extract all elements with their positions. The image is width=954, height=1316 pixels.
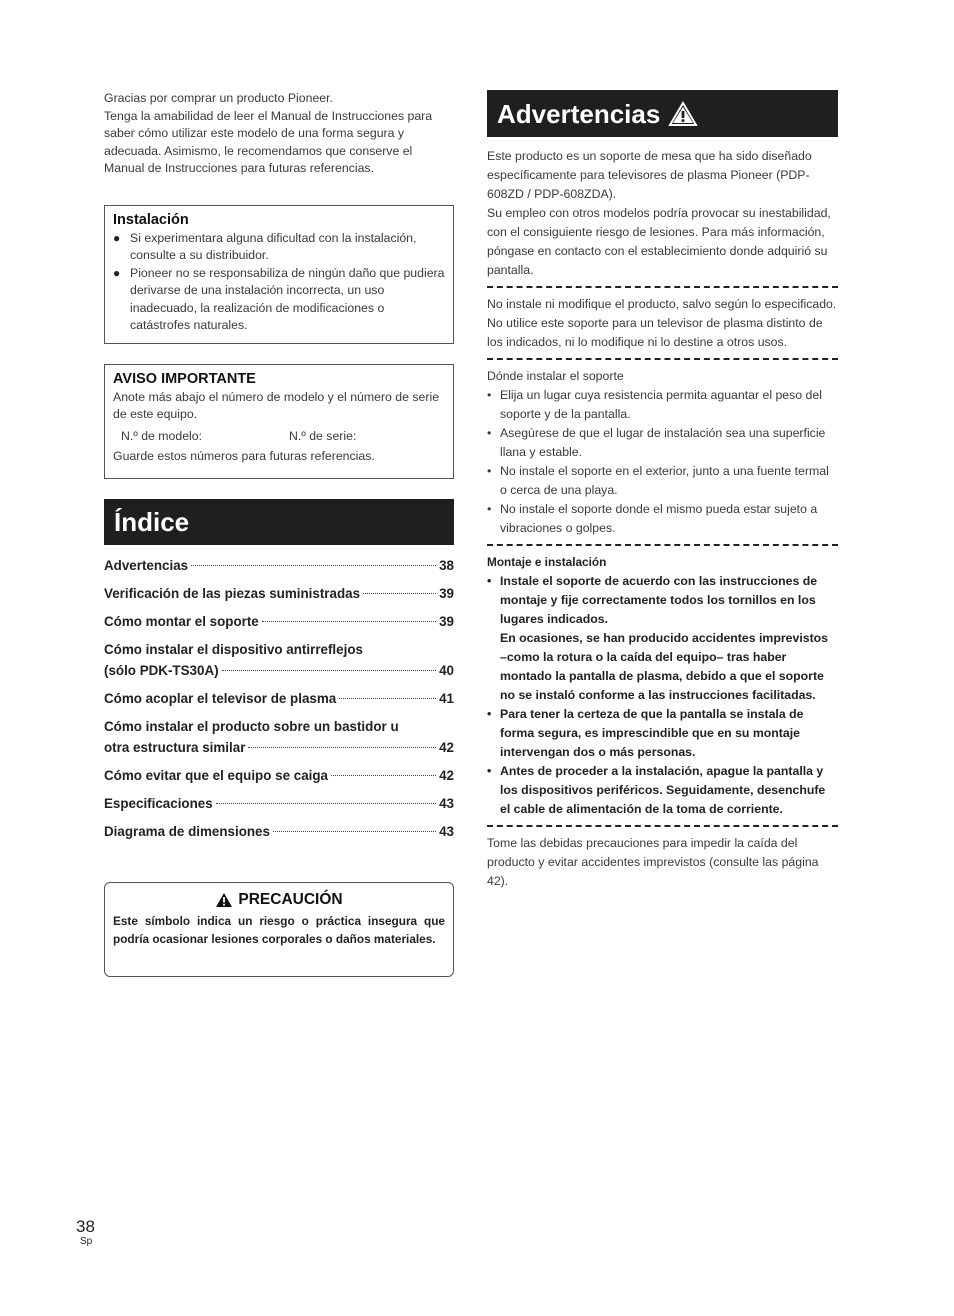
dashed-divider bbox=[487, 825, 838, 827]
toc-item[interactable] bbox=[104, 639, 454, 681]
instalacion-item: ● Si experimentara alguna dificultad con la instalación, consulte a su distribuidor. bbox=[113, 230, 417, 262]
toc-leader-dots bbox=[363, 593, 436, 594]
donde-item bbox=[487, 386, 838, 424]
precaucion-text: Este símbolo indica un riesgo o práctica insegura que podría ocasionar lesiones corporales o daños materiales. bbox=[113, 913, 445, 946]
donde-item bbox=[487, 462, 838, 500]
toc-item-title-line: Cómo instalar el dispositivo antirreflejos bbox=[104, 641, 363, 657]
montaje-item bbox=[487, 762, 838, 819]
toc-item[interactable] bbox=[104, 583, 454, 604]
toc-item-line bbox=[104, 688, 454, 709]
donde-item-text: Elija un lugar cuya resistencia permita aguantar el peso del soporte y de la pantalla. bbox=[500, 388, 822, 421]
montaje-item-body bbox=[500, 762, 838, 819]
instalacion-box bbox=[104, 205, 454, 344]
toc-item-line bbox=[104, 737, 454, 758]
donde-item bbox=[487, 424, 838, 462]
toc-item[interactable] bbox=[104, 688, 454, 709]
page-language: Sp bbox=[80, 1236, 93, 1247]
advertencias-heading: Advertencias bbox=[487, 90, 838, 137]
advertencias-final-paragraph: Tome las debidas precauciones para impedir la caída del producto y evitar accidentes imprevistos (consulte las página 42). bbox=[487, 836, 819, 888]
right-column bbox=[487, 90, 838, 891]
toc-page-number: 43 bbox=[439, 795, 454, 811]
toc-item-line bbox=[104, 821, 454, 842]
toc-item-line bbox=[104, 660, 454, 681]
precaucion-box bbox=[104, 882, 454, 977]
model-number-label: N.º de modelo: bbox=[121, 428, 203, 443]
toc-leader-dots bbox=[273, 831, 436, 832]
toc-page-number: 40 bbox=[439, 662, 454, 678]
toc-leader-dots bbox=[222, 670, 437, 671]
bullet-icon: ● bbox=[113, 265, 121, 280]
montaje-item-text: Antes de proceder a la instalación, apague la pantalla y los dispositivos periféricos. Seguidamente, desenchufe el cable de alimentación de la toma de corriente. bbox=[500, 764, 826, 816]
toc-item-title-line: Cómo instalar el producto sobre un bastidor u bbox=[104, 718, 399, 734]
warning-icon bbox=[215, 892, 233, 908]
toc-item[interactable] bbox=[104, 821, 454, 842]
dashed-divider bbox=[487, 286, 838, 288]
toc-item-title: Advertencias bbox=[104, 557, 189, 573]
donde-item bbox=[487, 500, 838, 538]
montaje-item-body bbox=[500, 705, 838, 762]
intro-text bbox=[104, 90, 454, 178]
bullet-icon: • bbox=[487, 464, 492, 478]
toc-item-line bbox=[104, 555, 454, 576]
table-of-contents bbox=[104, 555, 454, 842]
montaje-list bbox=[487, 572, 838, 819]
toc-item[interactable] bbox=[104, 765, 454, 786]
precaucion-title: PRECAUCIÓN bbox=[238, 890, 343, 908]
toc-page-number: 39 bbox=[439, 613, 454, 629]
aviso-footer: Guarde estos números para futuras referencias. bbox=[113, 449, 375, 463]
montaje-item-text: En ocasiones, se han producido accidentes imprevistos –como la rotura o la caída del equipo– tras haber montado la pantalla de plasma, debido a que el soporte no se instaló conforme a las instrucciones facilitadas. bbox=[500, 631, 829, 702]
aviso-text: Anote más abajo el número de modelo y el número de serie de este equipo. bbox=[113, 389, 440, 421]
dashed-divider bbox=[487, 544, 838, 546]
intro-line-2: Tenga la amabilidad de leer el Manual de Instrucciones para saber cómo utilizar este modelo de una forma segura y adecuada. Asimismo, le recomendamos que conserve el Manual de Instrucciones para futuras referencias. bbox=[104, 108, 433, 175]
left-column bbox=[104, 90, 454, 977]
warning-icon bbox=[668, 101, 698, 127]
toc-page-number: 39 bbox=[439, 585, 454, 601]
toc-item-title: Cómo montar el soporte bbox=[104, 613, 259, 629]
bullet-icon: • bbox=[487, 764, 492, 778]
toc-leader-dots bbox=[331, 775, 436, 776]
toc-item-title: Diagrama de dimensiones bbox=[104, 823, 270, 839]
bullet-icon: • bbox=[487, 426, 492, 440]
montaje-title: Montaje e instalación bbox=[487, 555, 607, 569]
toc-leader-dots bbox=[339, 698, 436, 699]
toc-item[interactable] bbox=[104, 555, 454, 576]
toc-page-number: 41 bbox=[439, 690, 454, 706]
toc-leader-dots bbox=[216, 803, 436, 804]
donde-item-text: No instale el soporte donde el mismo pueda estar sujeto a vibraciones o golpes. bbox=[500, 502, 818, 535]
toc-item[interactable] bbox=[104, 793, 454, 814]
intro-line-1: Gracias por comprar un producto Pioneer. bbox=[104, 91, 333, 105]
toc-leader-dots bbox=[248, 747, 436, 748]
toc-item[interactable] bbox=[104, 716, 454, 758]
instalacion-item: ● Pioneer no se responsabiliza de ningún daño que pudiera derivarse de una instalación incorrecta, un uso inadecuado, la realización de modificaciones o catástrofes naturales. bbox=[113, 265, 445, 332]
montaje-item bbox=[487, 572, 838, 705]
toc-item-title: Verificación de las piezas suministradas bbox=[104, 585, 361, 601]
advertencias-paragraph: No instale ni modifique el producto, salvo según lo especificado. No utilice este soporte para un televisor de plasma distinto de los indicados, ni lo modifique ni lo destine a otros usos. bbox=[487, 297, 837, 349]
bullet-icon: • bbox=[487, 502, 492, 516]
toc-page-number: 43 bbox=[439, 823, 454, 839]
serial-number-label: N.º de serie: bbox=[289, 428, 357, 443]
montaje-item-text: Para tener la certeza de que la pantalla se instala de forma segura, es imprescindible que en su montaje intervengan dos o más personas. bbox=[500, 707, 804, 759]
advertencias-paragraph: Este producto es un soporte de mesa que ha sido diseñado específicamente para televisores de plasma Pioneer (PDP-608ZD / PDP-608ZDA). bbox=[487, 149, 812, 201]
montaje-item bbox=[487, 705, 838, 762]
toc-item-line bbox=[104, 583, 454, 604]
montaje-item-body bbox=[500, 572, 838, 705]
toc-page-number: 42 bbox=[439, 739, 454, 755]
bullet-icon: • bbox=[487, 388, 492, 402]
aviso-box bbox=[104, 364, 454, 479]
toc-item-title: (sólo PDK-TS30A) bbox=[104, 662, 219, 678]
toc-leader-dots bbox=[191, 565, 436, 566]
toc-item-title: Especificaciones bbox=[104, 795, 213, 811]
donde-title: Dónde instalar el soporte bbox=[487, 369, 624, 383]
toc-item-line bbox=[104, 765, 454, 786]
toc-item-line bbox=[104, 611, 454, 632]
advertencias-paragraph: Su empleo con otros modelos podría provocar su inestabilidad, con el consiguiente riesgo de lesiones. Para más información, póngase en contacto con el establecimiento donde adquirió su pantalla. bbox=[487, 206, 831, 277]
instalacion-title: Instalación bbox=[113, 211, 189, 228]
bullet-icon: • bbox=[487, 707, 492, 721]
aviso-title: AVISO IMPORTANTE bbox=[113, 370, 256, 387]
dashed-divider bbox=[487, 358, 838, 360]
indice-heading: Índice bbox=[104, 499, 454, 545]
page-number: 38 bbox=[76, 1217, 95, 1236]
toc-item-title: Cómo acoplar el televisor de plasma bbox=[104, 690, 337, 706]
toc-item-title: otra estructura similar bbox=[104, 739, 246, 755]
toc-page-number: 42 bbox=[439, 767, 454, 783]
toc-item-line bbox=[104, 793, 454, 814]
toc-page-number: 38 bbox=[439, 557, 454, 573]
donde-item-text: Asegúrese de que el lugar de instalación sea una superficie llana y estable. bbox=[500, 426, 826, 459]
donde-item-text: No instale el soporte en el exterior, junto a una fuente termal o cerca de una playa. bbox=[500, 464, 829, 497]
montaje-item-text: Instale el soporte de acuerdo con las instrucciones de montaje y fije correctamente todos los tornillos en los lugares indicados. bbox=[500, 574, 818, 626]
donde-list bbox=[487, 386, 838, 538]
bullet-icon: ● bbox=[113, 230, 121, 245]
toc-item-title: Cómo evitar que el equipo se caiga bbox=[104, 767, 328, 783]
toc-leader-dots bbox=[262, 621, 436, 622]
bullet-icon: • bbox=[487, 574, 492, 588]
toc-item[interactable] bbox=[104, 611, 454, 632]
